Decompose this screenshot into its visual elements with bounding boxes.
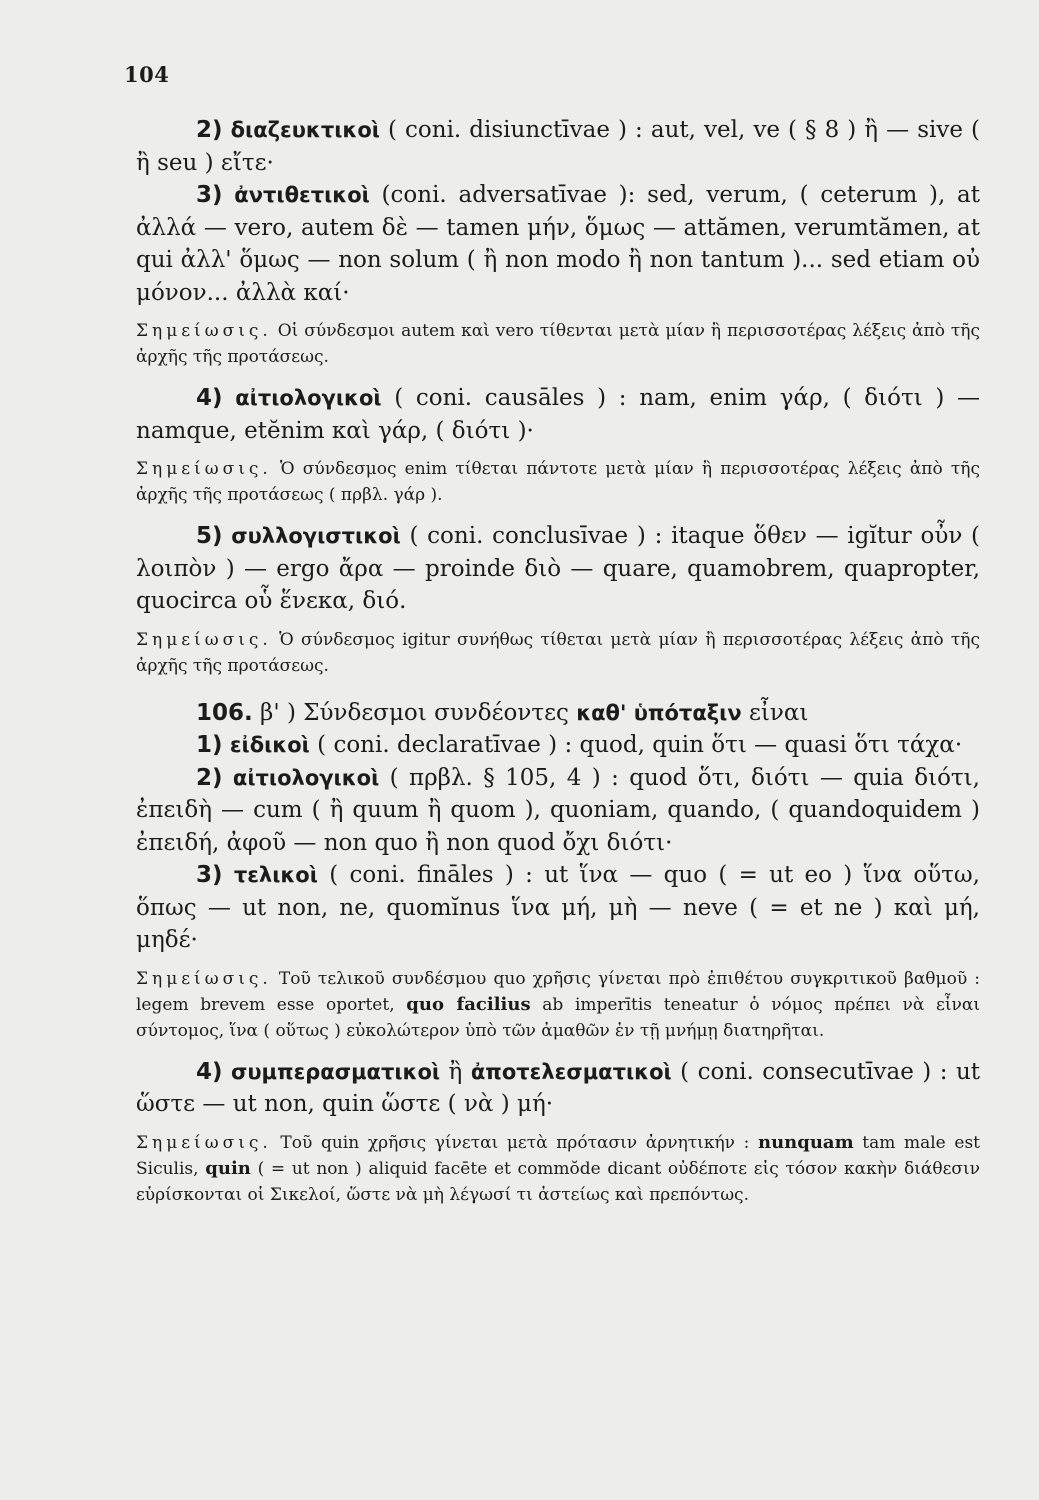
item-text: ( coni. fināles ) : ut ἵνα — quo ( = ut eo ) ἵνα οὕτω, ὅπως — ut non, ne, quomĭnus ἵνα μή, μὴ — neve ( = et ne ) καὶ μή, μηδέ· [136,862,980,953]
note-3 [136,318,980,370]
section-3-adversative [136,179,980,309]
note-label: Σημείωσις. [136,629,272,650]
subsection-3-final [136,859,980,957]
note-label: Σημείωσις. [136,321,272,341]
note-text: Ὁ σύνδεσμος enim τίθεται πάντοτε μετὰ μίαν ἢ περισσοτέρας λέξεις ἀπὸ τῆς ἀρχῆς τῆς προτάσεως ( πρβλ. γάρ ). [136,459,980,505]
section-5-conclusive [136,520,980,618]
note-bold-2: quin [205,1157,251,1179]
item-text: ( coni. declaratīvae ) : quod, quin ὅτι — quasi ὅτι τάχα· [309,732,963,758]
note-label: Σημείωσις. [136,1132,272,1153]
note-text: Ὁ σύνδεσμος igitur συνήθως τίθεται μετὰ μίαν ἢ περισσοτέρας λέξεις ἀπὸ τῆς ἀρχῆς τῆς προτάσεως. [136,629,980,676]
page-body [136,114,980,1220]
note-bold: quo facilius [406,993,531,1015]
term-heading: αἰτιολογικοὶ [232,765,380,790]
item-number: 4) [196,1058,223,1085]
note-text-end: ab imperītis teneatur ὁ νόμος πρέπει νὰ εἶναι σύντομος, ἵνα ( οὕτως ) εὐκολώτερον ὑπὸ τῶν ἀμαθῶν ἐν τῇ μνήμῃ διατηρῆται. [136,994,980,1041]
note-b3 [136,966,980,1044]
note-text-mid: tam male est Siculis, [136,1132,980,1179]
heading-text-end: εἶναι [741,699,809,726]
note-4 [136,456,980,508]
note-label: Σημείωσις. [136,968,272,989]
item-connector: ἢ [440,1058,471,1085]
item-number: 2) [196,764,223,791]
item-number: 5) [196,523,223,549]
item-text: ( πρβλ. § 105, 4 ) : quod ὅτι, διότι — quia διότι, ἐπειδὴ — cum ( ἢ quum ἢ quom ), quoniam, quando, ( quandoquidem ) ἐπειδή, ἀφοῦ — non quo ἢ non quod ὄχι διότι· [136,764,980,856]
item-number: 3) [196,182,223,208]
item-number: 4) [196,385,223,411]
section-2-disjunctive [136,114,980,179]
term-heading: εἰδικοὶ [229,733,310,757]
item-text: ( coni. consecutīvae ) : ut ὥστε — ut non, quin ὥστε ( νὰ ) μή· [136,1058,981,1117]
note-label: Σημείωσις. [136,459,272,479]
item-number: 3) [196,862,223,888]
term-heading: αἰτιολογικοὶ [235,386,382,410]
note-text: Τοῦ τελικοῦ συνδέσμου quo χρῆσις γίνεται πρὸ ἐπιθέτου συγκριτικοῦ βαθμοῦ : legem brevem esse oportet, [136,968,980,1015]
note-text: Οἱ σύνδεσμοι autem καὶ vero τίθενται μετὰ μίαν ἢ περισσοτέρας λέξεις ἀπὸ τῆς ἀρχῆς τῆς προτάσεως. [136,321,980,367]
item-text: ( coni. conclusīvae ) : itaque ὅθεν — igĭtur οὖν ( λοιπὸν ) — ergo ἄρα — proinde διὸ — quare, quamobrem, quapropter, quocirca οὗ ἕνεκα, διό. [136,523,981,614]
term-heading: καθ' ὑπόταξιν [576,700,742,725]
section-106-heading [136,697,980,730]
subsection-2-causal [136,762,980,860]
term-heading: ἀντιθετικοὶ [234,183,370,207]
item-text: (coni. adversatīvae ): sed, verum, ( ceterum ), at ἀλλά — vero, autem δὲ — tamen μήν, ὅμως — attămen, verumtămen, at qui ἀλλ' ὅμως — non solum ( ἢ non modo ἢ non tantum )... sed etiam οὐ μόνον... ἀλλὰ καί· [136,182,981,306]
subsection-1-declarative [136,729,980,762]
note-5 [136,627,980,679]
item-text: ( coni. disiunctīvae ) : aut, vel, ve ( § 8 ) ἢ — sive ( ἢ seu ) εἴτε· [136,117,980,176]
term-heading: διαζευκτικοὶ [230,118,380,142]
term-heading: συλλογιστικοὶ [231,524,401,548]
section-4-causal [136,382,980,447]
term-heading: τελικοὶ [233,863,318,887]
note-b4 [136,1130,980,1208]
note-bold: nunquam [757,1131,854,1153]
item-text: ( coni. causāles ) : nam, enim γάρ, ( διότι ) — namque, etĕnim καὶ γάρ, ( διότι )· [136,385,981,444]
page-number: 104 [124,62,170,87]
note-text-end: ( = ut non ) aliquid facēte et commŏde dicant οὐδέποτε εἰς τόσον κακὴν διάθεσιν εὑρίσκονται οἱ Σικελοί, ὥστε νὰ μὴ λέγωσί τι ἀστείως καὶ πρεπόντως. [136,1158,980,1205]
term-heading: συμπερασματικοὶ [230,1059,441,1084]
subsection-4-consecutive [136,1056,980,1121]
note-text: Τοῦ quin χρῆσις γίνεται μετὰ πρότασιν ἀρνητικήν : [271,1132,758,1153]
item-number: 1) [196,732,223,758]
paragraph-number: 106. [196,699,253,726]
item-number: 2) [196,117,223,143]
heading-text: β' ) Σύνδεσμοι συνδέοντες [252,699,577,726]
term-heading-alt: ἀποτελεσματικοὶ [470,1059,672,1084]
